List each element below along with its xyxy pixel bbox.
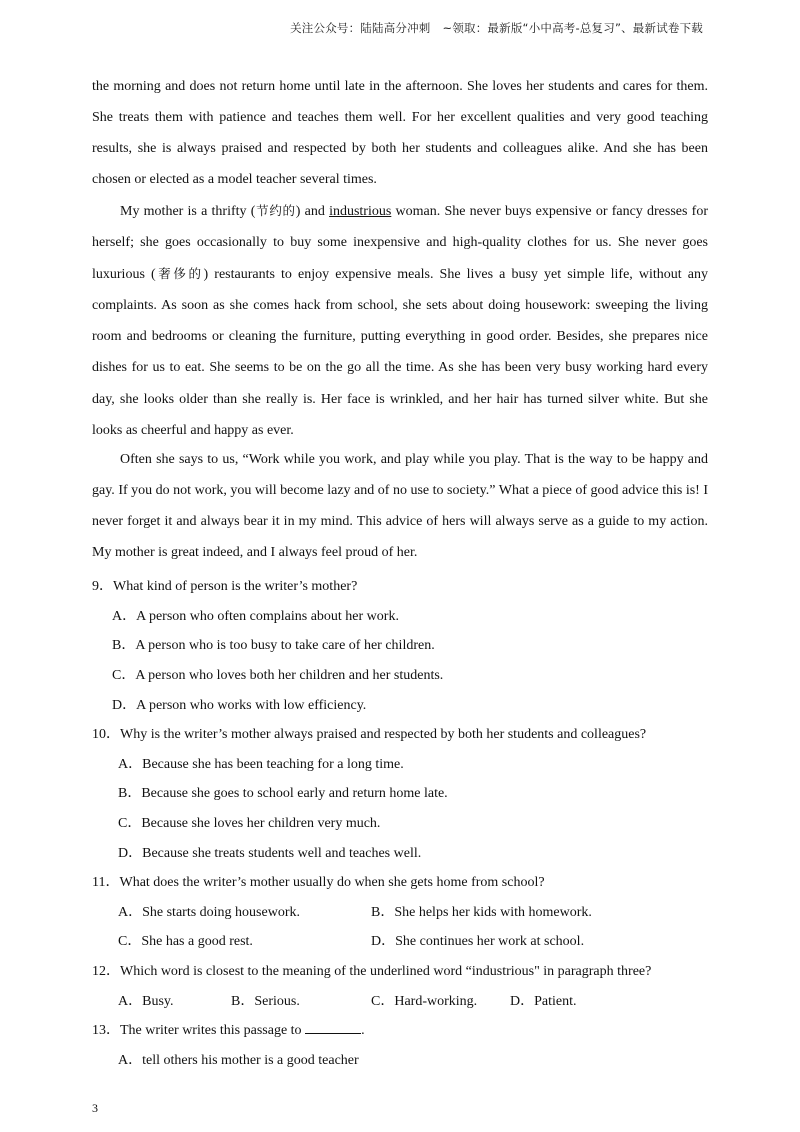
question-12-stem: 12．Which word is closest to the meaning of the underlined word “industrious" in paragraph three?: [92, 964, 652, 979]
question-12-option-b: B．Serious.: [231, 994, 300, 1009]
p2-text-a: My mother is a thrifty (: [120, 204, 256, 219]
question-9-option-a: A．A person who often complains about her work.: [112, 609, 399, 624]
question-11-option-c: C．She has a good rest.: [118, 934, 253, 949]
question-13-option-a: A．tell others his mother is a good teacher: [118, 1053, 359, 1068]
question-9-option-b: B．A person who is too busy to take care of her children.: [112, 638, 435, 653]
passage-paragraph-3: Often she says to us, “Work while you work, and play while you play. That is the way to be happy and gay. If you do not work, you will become lazy and of no use to society.” What a piece of good advice this is! I never forget it and always bear it in my mind. This advice of hers will always serve as a guide to my action. My mother is great indeed, and I always feel proud of her.: [92, 452, 708, 561]
p2-text-b: ) and: [295, 204, 330, 219]
question-10-stem: 10．Why is the writer’s mother always praised and respected by both her students and colleagues?: [92, 727, 647, 742]
page-header: [290, 20, 703, 36]
p2-text-c: woman. She never buys expensive or fancy dresses for herself; she goes occasionally to buy some inexpensive and high-quality clothes for us. She never goes luxurious (: [92, 204, 708, 283]
question-10-option-a: A．Because she has been teaching for a long time.: [118, 757, 404, 772]
question-13-stem-end: .: [361, 1023, 365, 1038]
p2-chinese-gloss-1: 节约的: [255, 203, 296, 218]
question-10-option-b: B．Because she goes to school early and return home late.: [118, 786, 448, 801]
question-11-option-a: A．She starts doing housework.: [118, 905, 300, 920]
question-11-stem: 11．What does the writer’s mother usually do when she gets home from school?: [92, 875, 545, 890]
header-right-text: ~领取：最新版“小中高考-总复习”、最新试卷下载: [442, 21, 703, 35]
question-11-option-d: D．She continues her work at school.: [371, 934, 585, 949]
question-9-option-d: D．A person who works with low efficiency.: [112, 698, 367, 713]
p2-chinese-gloss-2: 奢侈的: [155, 266, 204, 282]
passage-paragraph-2: [92, 195, 708, 446]
question-12-option-a: A．Busy.: [118, 994, 174, 1009]
answer-blank: [305, 1021, 361, 1034]
question-10-option-d: D．Because she treats students well and teaches well.: [118, 846, 422, 861]
question-13-stem: [92, 1019, 365, 1039]
question-12-option-d: D．Patient.: [510, 994, 577, 1009]
passage-paragraph-1: the morning and does not return home until late in the afternoon. She loves her students and cares for them. She treats them with patience and teaches them well. For her excellent qualities and very good teaching results, she is always praised and respected by both her students and colleagues alike. And she has been chosen or elected as a model teacher several times.: [92, 79, 708, 188]
question-12-option-c: C．Hard-working.: [371, 994, 478, 1009]
question-9-option-c: C．A person who loves both her children and her students.: [112, 668, 444, 683]
header-left-text: 关注公众号：陆陆高分冲刺: [290, 21, 431, 35]
question-9-stem: 9．What kind of person is the writer’s mother?: [92, 579, 358, 594]
question-13-stem-text: 13．The writer writes this passage to: [92, 1023, 306, 1038]
question-10-option-c: C．Because she loves her children very much.: [118, 816, 381, 831]
p2-text-d: ) restaurants to enjoy expensive meals. She lives a busy yet simple life, without any complaints. As soon as she comes hack from school, she sets about doing housework: sweeping the living room and bedrooms or cleaning the furniture, putting everything in good order. Besides, she prepares nice dishes for us to eat. She seems to be on the go all the time. As she has been very busy working hard every day, she looks older than she really is. Her face is wrinkled, and her hair has turned silver white. But she looks as cheerful and happy as ever.: [92, 267, 708, 438]
underlined-word-industrious: industrious: [329, 204, 392, 219]
question-11-option-b: B．She helps her kids with homework.: [371, 905, 592, 920]
page-number: 3: [92, 1101, 98, 1115]
